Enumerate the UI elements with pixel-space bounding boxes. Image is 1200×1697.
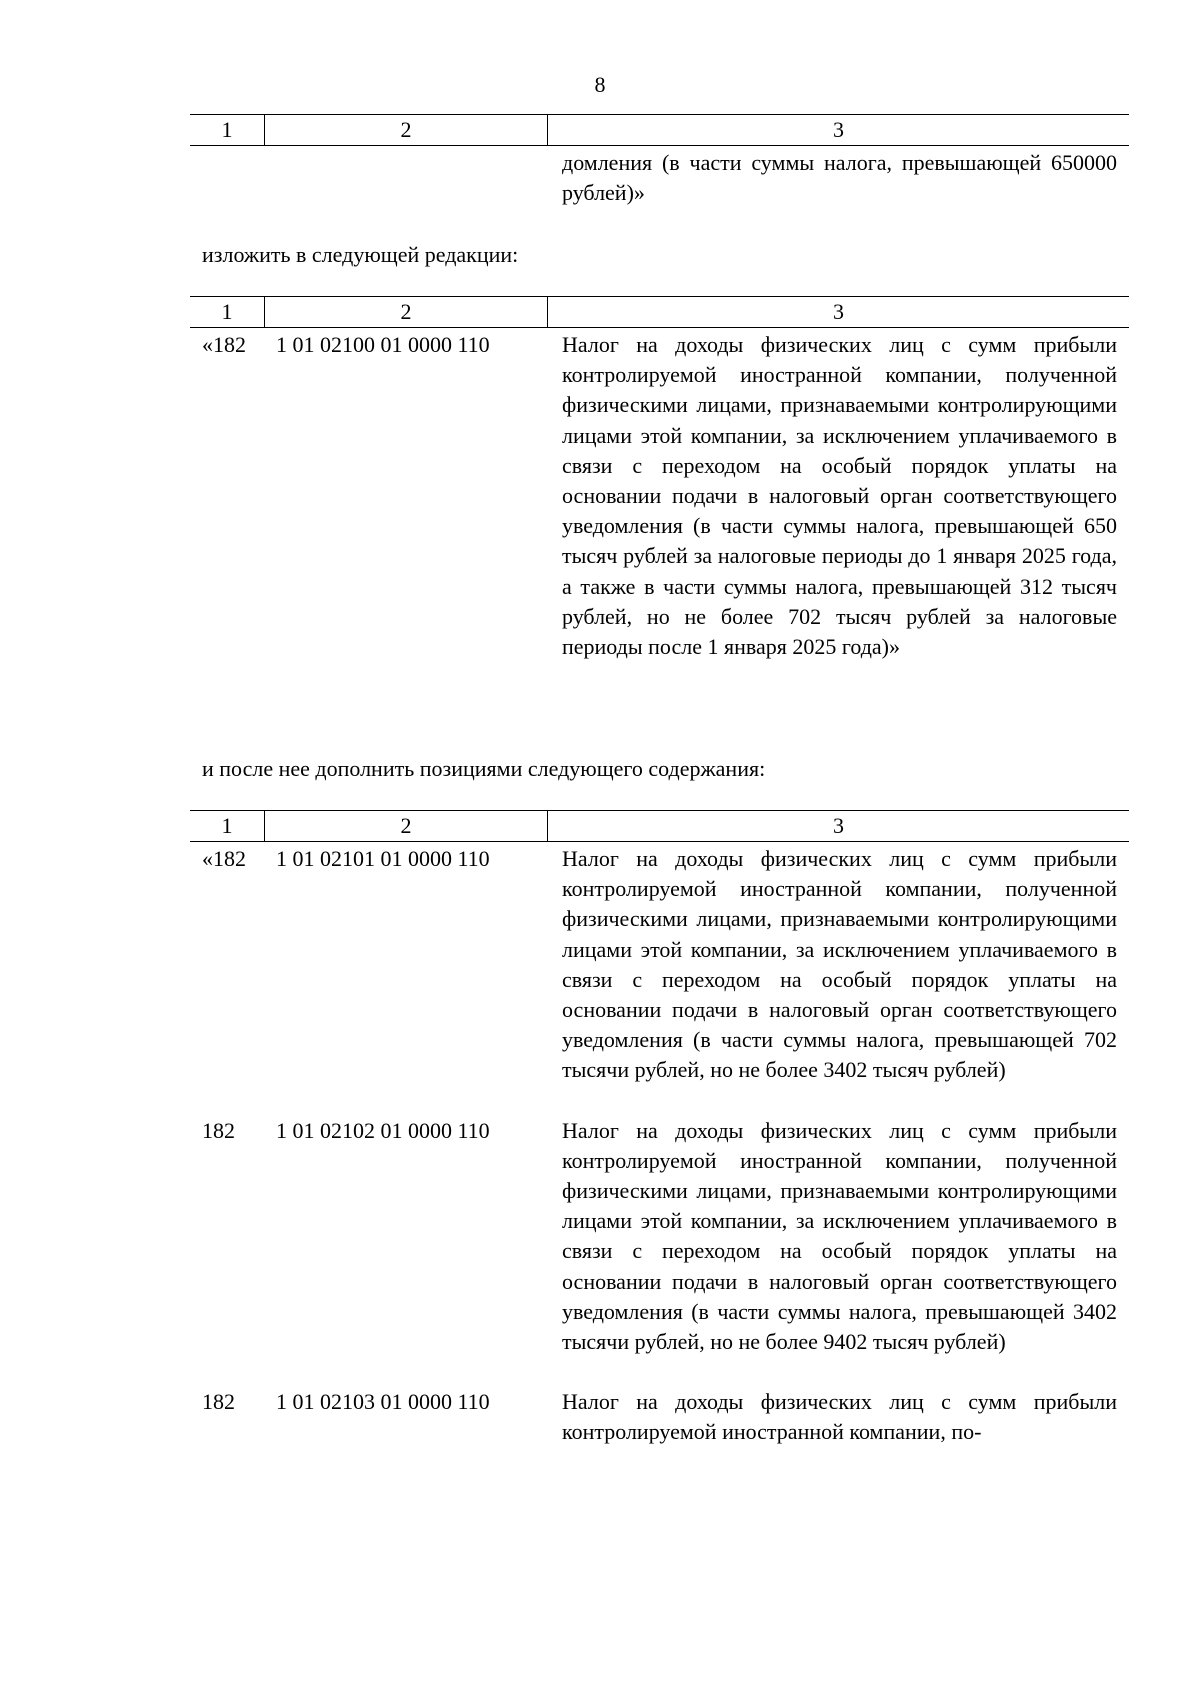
instruction-text: и после нее дополнить позициями следующего содержания: bbox=[202, 756, 766, 781]
table-additions bbox=[190, 810, 1127, 1448]
header-col-1: 1 bbox=[190, 811, 265, 842]
budget-admin-code: «182 bbox=[202, 332, 246, 357]
header-col-2: 2 bbox=[265, 115, 548, 146]
header-col-1: 1 bbox=[190, 115, 265, 146]
header-col-3: 3 bbox=[548, 811, 1130, 842]
budget-admin-code: 182 bbox=[202, 1117, 235, 1143]
table-row bbox=[190, 330, 1127, 662]
kbk-code: 1 01 02103 01 0000 110 bbox=[276, 1389, 490, 1415]
table-header bbox=[190, 296, 1129, 328]
income-description: Налог на доходы физических лиц с сумм прибыли контролируемой иностранной компании, полученной физическими лицами, признаваемыми контролирующими лицами этой компании, за исключением уплачиваемого в связи с переходом на особый порядок уплаты на основании подачи в налоговый орган соответствующего уведомления (в части суммы налога, превышающей 702 тысячи рублей, но не более 3402 тысяч рублей) bbox=[562, 846, 1117, 1083]
kbk-code: 1 01 02101 01 0000 110 bbox=[276, 846, 490, 871]
instruction-text: изложить в следующей редакции: bbox=[202, 242, 519, 267]
header-col-1: 1 bbox=[190, 297, 265, 328]
table-row bbox=[190, 844, 1127, 1086]
income-description: Налог на доходы физических лиц с сумм прибыли контролируемой иностранной компании, полученной физическими лицами, признаваемыми контролирующими лицами этой компании, за исключением уплачиваемого в связи с переходом на особый порядок уплаты на основании подачи в налоговый орган соответствующего уведомления (в части суммы налога, превышающей 650 тысяч рублей за налоговые периоды до 1 января 2025 года, а также в части суммы налога, превышающей 312 тысяч рублей, но не более 702 тысяч рублей за налоговые периоды после 1 января 2025 года)» bbox=[562, 332, 1117, 660]
income-description: Налог на доходы физических лиц с сумм прибыли контролируемой иностранной компании, полученной физическими лицами, признаваемыми контролирующими лицами этой компании, за исключением уплачиваемого в связи с переходом на особый порядок уплаты на основании подачи в налоговый орган соответствующего уведомления (в части суммы налога, превышающей 3402 тысячи рублей, но не более 9402 тысяч рублей) bbox=[562, 1117, 1117, 1355]
kbk-code: 1 01 02102 01 0000 110 bbox=[276, 1117, 490, 1143]
table-header bbox=[190, 810, 1129, 842]
budget-admin-code: 182 bbox=[202, 1389, 235, 1415]
income-description: Налог на доходы физических лиц с сумм прибыли контролируемой иностранной компании, по- bbox=[562, 1389, 1117, 1445]
kbk-code: 1 01 02100 01 0000 110 bbox=[276, 332, 490, 357]
table-row bbox=[190, 1387, 1127, 1447]
page-number: 8 bbox=[594, 72, 606, 97]
table-row bbox=[190, 1116, 1127, 1358]
income-description: домления (в части суммы налога, превышающей 650000 рублей)» bbox=[562, 150, 1117, 206]
table-header bbox=[190, 114, 1129, 146]
table-continuation bbox=[190, 114, 1127, 208]
header-col-2: 2 bbox=[265, 297, 548, 328]
header-col-2: 2 bbox=[265, 811, 548, 842]
table-new-edition bbox=[190, 296, 1127, 662]
kbk-code bbox=[264, 148, 546, 208]
budget-admin-code bbox=[190, 148, 264, 208]
header-col-3: 3 bbox=[548, 297, 1130, 328]
table-row bbox=[190, 148, 1127, 208]
header-col-3: 3 bbox=[548, 115, 1130, 146]
budget-admin-code: «182 bbox=[202, 846, 246, 871]
